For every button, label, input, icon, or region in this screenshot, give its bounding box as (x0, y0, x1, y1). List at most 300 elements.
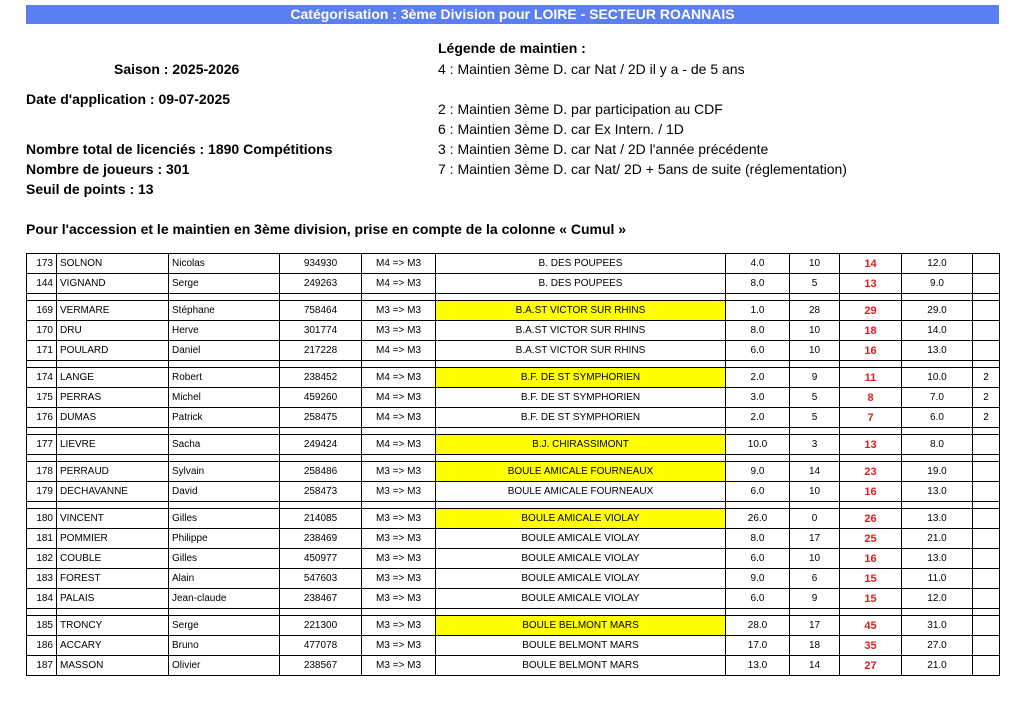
spacer-cell (790, 455, 840, 462)
cell-licence: 477078 (280, 636, 362, 656)
cell-value-a: 1.0 (726, 301, 790, 321)
cell-club: B. DES POUPEES (436, 274, 726, 294)
cell-number: 182 (27, 549, 57, 569)
cell-licence: 238467 (280, 589, 362, 609)
cell-points: 16 (840, 341, 902, 361)
cell-value-b: 14 (790, 462, 840, 482)
cell-last-name: DRU (57, 321, 169, 341)
cell-points: 26 (840, 509, 902, 529)
cell-maintenance-code (973, 656, 1000, 676)
cell-value-b: 17 (790, 616, 840, 636)
cell-value-a: 6.0 (726, 589, 790, 609)
spacer-cell (726, 294, 790, 301)
table-spacer-row (27, 428, 1000, 435)
cell-first-name: Bruno (169, 636, 280, 656)
cell-cumul: 12.0 (902, 254, 973, 274)
cell-licence: 214085 (280, 509, 362, 529)
table-row (27, 589, 1000, 609)
cell-number: 184 (27, 589, 57, 609)
cell-first-name: Daniel (169, 341, 280, 361)
spacer-cell (280, 609, 362, 616)
cell-club: BOULE BELMONT MARS (436, 636, 726, 656)
spacer-cell (280, 502, 362, 509)
cell-value-b: 14 (790, 656, 840, 676)
spacer-cell (840, 455, 902, 462)
cell-last-name: VIGNAND (57, 274, 169, 294)
player-count-label: Nombre de joueurs : 301 (26, 161, 190, 177)
spacer-cell (362, 361, 436, 368)
cell-value-b: 9 (790, 589, 840, 609)
cell-last-name: ACCARY (57, 636, 169, 656)
cell-number: 183 (27, 569, 57, 589)
table-spacer-row (27, 361, 1000, 368)
cell-points: 16 (840, 482, 902, 502)
table-spacer-row (27, 294, 1000, 301)
cell-points: 25 (840, 529, 902, 549)
spacer-cell (840, 428, 902, 435)
spacer-cell (436, 428, 726, 435)
cell-club: BOULE AMICALE VIOLAY (436, 509, 726, 529)
table-row (27, 549, 1000, 569)
cell-value-a: 10.0 (726, 435, 790, 455)
table-row (27, 569, 1000, 589)
legend-item: 3 : Maintien 3ème D. car Nat / 2D l'année précédente (438, 141, 769, 157)
spacer-cell (57, 294, 169, 301)
players-table-body (27, 254, 1000, 676)
cell-number: 170 (27, 321, 57, 341)
spacer-cell (362, 428, 436, 435)
cell-first-name: Nicolas (169, 254, 280, 274)
cell-club: B.F. DE ST SYMPHORIEN (436, 368, 726, 388)
cell-licence: 238452 (280, 368, 362, 388)
cell-category-change: M3 => M3 (362, 656, 436, 676)
cell-cumul: 21.0 (902, 529, 973, 549)
cell-points: 15 (840, 569, 902, 589)
spacer-cell (27, 428, 57, 435)
cell-category-change: M3 => M3 (362, 636, 436, 656)
spacer-cell (280, 361, 362, 368)
cell-cumul: 21.0 (902, 656, 973, 676)
cell-first-name: Olivier (169, 656, 280, 676)
spacer-cell (726, 502, 790, 509)
spacer-cell (57, 502, 169, 509)
cell-maintenance-code (973, 569, 1000, 589)
points-threshold-label: Seuil de points : 13 (26, 181, 154, 197)
cell-cumul: 19.0 (902, 462, 973, 482)
cell-licence: 249424 (280, 435, 362, 455)
spacer-cell (27, 609, 57, 616)
legend-title: Légende de maintien : (438, 40, 586, 56)
cell-number: 178 (27, 462, 57, 482)
cell-cumul: 10.0 (902, 368, 973, 388)
cell-licence: 249263 (280, 274, 362, 294)
cell-first-name: Sylvain (169, 462, 280, 482)
cell-first-name: Herve (169, 321, 280, 341)
cell-licence: 238469 (280, 529, 362, 549)
spacer-cell (726, 428, 790, 435)
cell-cumul: 31.0 (902, 616, 973, 636)
cell-value-b: 5 (790, 388, 840, 408)
spacer-cell (362, 294, 436, 301)
cell-category-change: M4 => M3 (362, 254, 436, 274)
cell-value-a: 6.0 (726, 341, 790, 361)
spacer-cell (362, 502, 436, 509)
cell-number: 179 (27, 482, 57, 502)
table-row (27, 388, 1000, 408)
spacer-cell (436, 609, 726, 616)
cell-club: BOULE AMICALE FOURNEAUX (436, 462, 726, 482)
table-row (27, 616, 1000, 636)
cell-category-change: M3 => M3 (362, 529, 436, 549)
cell-points: 7 (840, 408, 902, 428)
cell-licence: 217228 (280, 341, 362, 361)
cell-points: 11 (840, 368, 902, 388)
cell-value-a: 6.0 (726, 549, 790, 569)
cell-points: 27 (840, 656, 902, 676)
cell-value-b: 3 (790, 435, 840, 455)
cell-first-name: Robert (169, 368, 280, 388)
cell-club: B.A.ST VICTOR SUR RHINS (436, 321, 726, 341)
cell-points: 29 (840, 301, 902, 321)
cell-licence: 258475 (280, 408, 362, 428)
cell-last-name: COUBLE (57, 549, 169, 569)
cell-category-change: M4 => M3 (362, 341, 436, 361)
cell-value-a: 26.0 (726, 509, 790, 529)
cell-cumul: 8.0 (902, 435, 973, 455)
cell-value-a: 13.0 (726, 656, 790, 676)
cell-first-name: David (169, 482, 280, 502)
cell-category-change: M3 => M3 (362, 321, 436, 341)
cell-category-change: M4 => M3 (362, 435, 436, 455)
table-row (27, 462, 1000, 482)
cell-licence: 547603 (280, 569, 362, 589)
cell-category-change: M3 => M3 (362, 616, 436, 636)
cell-value-b: 0 (790, 509, 840, 529)
cell-maintenance-code (973, 254, 1000, 274)
cell-number: 173 (27, 254, 57, 274)
spacer-cell (436, 361, 726, 368)
spacer-cell (169, 502, 280, 509)
cell-category-change: M3 => M3 (362, 482, 436, 502)
cell-category-change: M3 => M3 (362, 462, 436, 482)
table-row (27, 408, 1000, 428)
cell-club: BOULE BELMONT MARS (436, 616, 726, 636)
cell-last-name: FOREST (57, 569, 169, 589)
cell-first-name: Gilles (169, 549, 280, 569)
spacer-cell (169, 428, 280, 435)
cell-value-a: 6.0 (726, 482, 790, 502)
cell-cumul: 9.0 (902, 274, 973, 294)
spacer-cell (57, 428, 169, 435)
legend-item: 2 : Maintien 3ème D. par participation au CDF (438, 101, 723, 117)
cell-value-b: 5 (790, 274, 840, 294)
cell-cumul: 13.0 (902, 341, 973, 361)
spacer-cell (902, 428, 973, 435)
application-date-label: Date d'application : 09-07-2025 (26, 91, 231, 107)
cell-licence: 258486 (280, 462, 362, 482)
cell-value-a: 17.0 (726, 636, 790, 656)
cell-licence: 459260 (280, 388, 362, 408)
cell-licence: 221300 (280, 616, 362, 636)
cell-licence: 450977 (280, 549, 362, 569)
cell-cumul: 12.0 (902, 589, 973, 609)
cell-points: 13 (840, 274, 902, 294)
spacer-cell (27, 294, 57, 301)
cell-club: B.F. DE ST SYMPHORIEN (436, 388, 726, 408)
cell-value-a: 4.0 (726, 254, 790, 274)
spacer-cell (726, 361, 790, 368)
spacer-cell (57, 361, 169, 368)
cell-first-name: Serge (169, 616, 280, 636)
spacer-cell (790, 294, 840, 301)
table-row (27, 274, 1000, 294)
cell-cumul: 14.0 (902, 321, 973, 341)
cell-first-name: Philippe (169, 529, 280, 549)
cell-maintenance-code: 2 (973, 388, 1000, 408)
cell-value-a: 8.0 (726, 274, 790, 294)
cell-first-name: Gilles (169, 509, 280, 529)
cell-maintenance-code (973, 509, 1000, 529)
table-row (27, 656, 1000, 676)
players-table (26, 253, 1000, 676)
cell-last-name: DUMAS (57, 408, 169, 428)
cell-club: B.A.ST VICTOR SUR RHINS (436, 341, 726, 361)
cell-cumul: 11.0 (902, 569, 973, 589)
cell-last-name: VINCENT (57, 509, 169, 529)
table-spacer-row (27, 502, 1000, 509)
cell-value-a: 9.0 (726, 462, 790, 482)
cell-maintenance-code (973, 589, 1000, 609)
cell-value-b: 10 (790, 321, 840, 341)
spacer-cell (57, 455, 169, 462)
accession-note: Pour l'accession et le maintien en 3ème division, prise en compte de la colonne « Cumul » (26, 221, 627, 237)
spacer-cell (902, 609, 973, 616)
cell-club: BOULE AMICALE FOURNEAUX (436, 482, 726, 502)
table-spacer-row (27, 609, 1000, 616)
cell-number: 169 (27, 301, 57, 321)
cell-first-name: Alain (169, 569, 280, 589)
cell-number: 175 (27, 388, 57, 408)
cell-points: 45 (840, 616, 902, 636)
cell-value-b: 18 (790, 636, 840, 656)
cell-licence: 301774 (280, 321, 362, 341)
cell-number: 180 (27, 509, 57, 529)
cell-maintenance-code (973, 341, 1000, 361)
cell-maintenance-code (973, 482, 1000, 502)
table-spacer-row (27, 455, 1000, 462)
cell-points: 8 (840, 388, 902, 408)
cell-number: 144 (27, 274, 57, 294)
cell-number: 176 (27, 408, 57, 428)
spacer-cell (973, 455, 1000, 462)
cell-club: B.J. CHIRASSIMONT (436, 435, 726, 455)
cell-maintenance-code (973, 549, 1000, 569)
cell-number: 185 (27, 616, 57, 636)
cell-points: 18 (840, 321, 902, 341)
cell-number: 177 (27, 435, 57, 455)
spacer-cell (436, 294, 726, 301)
cell-value-b: 28 (790, 301, 840, 321)
spacer-cell (973, 428, 1000, 435)
cell-first-name: Serge (169, 274, 280, 294)
table-row (27, 254, 1000, 274)
cell-club: BOULE AMICALE VIOLAY (436, 589, 726, 609)
cell-last-name: POULARD (57, 341, 169, 361)
spacer-cell (902, 294, 973, 301)
cell-number: 181 (27, 529, 57, 549)
spacer-cell (169, 609, 280, 616)
season-label: Saison : 2025-2026 (114, 61, 240, 77)
cell-club: BOULE AMICALE VIOLAY (436, 569, 726, 589)
cell-club: BOULE AMICALE VIOLAY (436, 529, 726, 549)
cell-value-a: 9.0 (726, 569, 790, 589)
cell-maintenance-code (973, 321, 1000, 341)
spacer-cell (280, 428, 362, 435)
spacer-cell (436, 455, 726, 462)
table-row (27, 482, 1000, 502)
spacer-cell (27, 455, 57, 462)
cell-maintenance-code (973, 435, 1000, 455)
spacer-cell (169, 455, 280, 462)
cell-last-name: LANGE (57, 368, 169, 388)
cell-value-b: 5 (790, 408, 840, 428)
cell-licence: 238567 (280, 656, 362, 676)
cell-first-name: Jean-claude (169, 589, 280, 609)
spacer-cell (280, 294, 362, 301)
cell-last-name: POMMIER (57, 529, 169, 549)
cell-number: 187 (27, 656, 57, 676)
cell-cumul: 27.0 (902, 636, 973, 656)
cell-category-change: M3 => M3 (362, 301, 436, 321)
cell-maintenance-code (973, 616, 1000, 636)
cell-maintenance-code (973, 636, 1000, 656)
spacer-cell (790, 502, 840, 509)
cell-value-b: 9 (790, 368, 840, 388)
total-licensees-label: Nombre total de licenciés : 1890 Compétitions (26, 141, 333, 157)
spacer-cell (790, 361, 840, 368)
cell-club: BOULE AMICALE VIOLAY (436, 549, 726, 569)
table-row (27, 509, 1000, 529)
cell-value-a: 3.0 (726, 388, 790, 408)
cell-number: 171 (27, 341, 57, 361)
legend-item: 4 : Maintien 3ème D. car Nat / 2D il y a - de 5 ans (438, 61, 745, 77)
cell-value-a: 8.0 (726, 529, 790, 549)
cell-maintenance-code (973, 529, 1000, 549)
cell-category-change: M4 => M3 (362, 408, 436, 428)
spacer-cell (27, 502, 57, 509)
cell-category-change: M4 => M3 (362, 368, 436, 388)
cell-last-name: LIEVRE (57, 435, 169, 455)
cell-first-name: Stéphane (169, 301, 280, 321)
spacer-cell (840, 361, 902, 368)
legend-item: 6 : Maintien 3ème D. car Ex Intern. / 1D (438, 121, 684, 137)
cell-club: BOULE BELMONT MARS (436, 656, 726, 676)
cell-category-change: M3 => M3 (362, 549, 436, 569)
cell-value-b: 10 (790, 482, 840, 502)
cell-category-change: M4 => M3 (362, 274, 436, 294)
cell-licence: 758464 (280, 301, 362, 321)
cell-last-name: TRONCY (57, 616, 169, 636)
spacer-cell (973, 502, 1000, 509)
spacer-cell (840, 609, 902, 616)
cell-cumul: 13.0 (902, 509, 973, 529)
cell-first-name: Patrick (169, 408, 280, 428)
cell-category-change: M3 => M3 (362, 589, 436, 609)
cell-maintenance-code: 2 (973, 368, 1000, 388)
cell-licence: 934930 (280, 254, 362, 274)
cell-cumul: 7.0 (902, 388, 973, 408)
table-row (27, 529, 1000, 549)
cell-last-name: PERRAS (57, 388, 169, 408)
table-row (27, 368, 1000, 388)
cell-last-name: SOLNON (57, 254, 169, 274)
cell-value-a: 28.0 (726, 616, 790, 636)
spacer-cell (169, 294, 280, 301)
cell-last-name: DECHAVANNE (57, 482, 169, 502)
spacer-cell (27, 361, 57, 368)
spacer-cell (436, 502, 726, 509)
cell-maintenance-code (973, 301, 1000, 321)
cell-cumul: 29.0 (902, 301, 973, 321)
spacer-cell (790, 609, 840, 616)
cell-club: B. DES POUPEES (436, 254, 726, 274)
cell-first-name: Sacha (169, 435, 280, 455)
cell-maintenance-code (973, 274, 1000, 294)
spacer-cell (973, 294, 1000, 301)
cell-maintenance-code (973, 462, 1000, 482)
cell-category-change: M4 => M3 (362, 388, 436, 408)
spacer-cell (790, 428, 840, 435)
spacer-cell (280, 455, 362, 462)
cell-last-name: MASSON (57, 656, 169, 676)
cell-last-name: PALAIS (57, 589, 169, 609)
cell-points: 23 (840, 462, 902, 482)
cell-value-b: 10 (790, 549, 840, 569)
cell-club: B.F. DE ST SYMPHORIEN (436, 408, 726, 428)
cell-value-a: 8.0 (726, 321, 790, 341)
cell-points: 14 (840, 254, 902, 274)
cell-maintenance-code: 2 (973, 408, 1000, 428)
table-row (27, 341, 1000, 361)
cell-value-b: 10 (790, 254, 840, 274)
cell-last-name: VERMARE (57, 301, 169, 321)
cell-value-b: 17 (790, 529, 840, 549)
document-title-banner: Catégorisation : 3ème Division pour LOIRE - SECTEUR ROANNAIS (26, 5, 999, 24)
table-row (27, 321, 1000, 341)
table-row (27, 301, 1000, 321)
spacer-cell (726, 609, 790, 616)
spacer-cell (973, 609, 1000, 616)
cell-value-b: 10 (790, 341, 840, 361)
spacer-cell (840, 502, 902, 509)
spacer-cell (362, 609, 436, 616)
cell-licence: 258473 (280, 482, 362, 502)
cell-last-name: PERRAUD (57, 462, 169, 482)
cell-number: 174 (27, 368, 57, 388)
cell-points: 35 (840, 636, 902, 656)
cell-points: 15 (840, 589, 902, 609)
cell-value-a: 2.0 (726, 368, 790, 388)
cell-club: B.A.ST VICTOR SUR RHINS (436, 301, 726, 321)
spacer-cell (726, 455, 790, 462)
cell-category-change: M3 => M3 (362, 509, 436, 529)
cell-value-a: 2.0 (726, 408, 790, 428)
spacer-cell (169, 361, 280, 368)
cell-points: 13 (840, 435, 902, 455)
cell-first-name: Michel (169, 388, 280, 408)
table-row (27, 636, 1000, 656)
cell-cumul: 13.0 (902, 482, 973, 502)
